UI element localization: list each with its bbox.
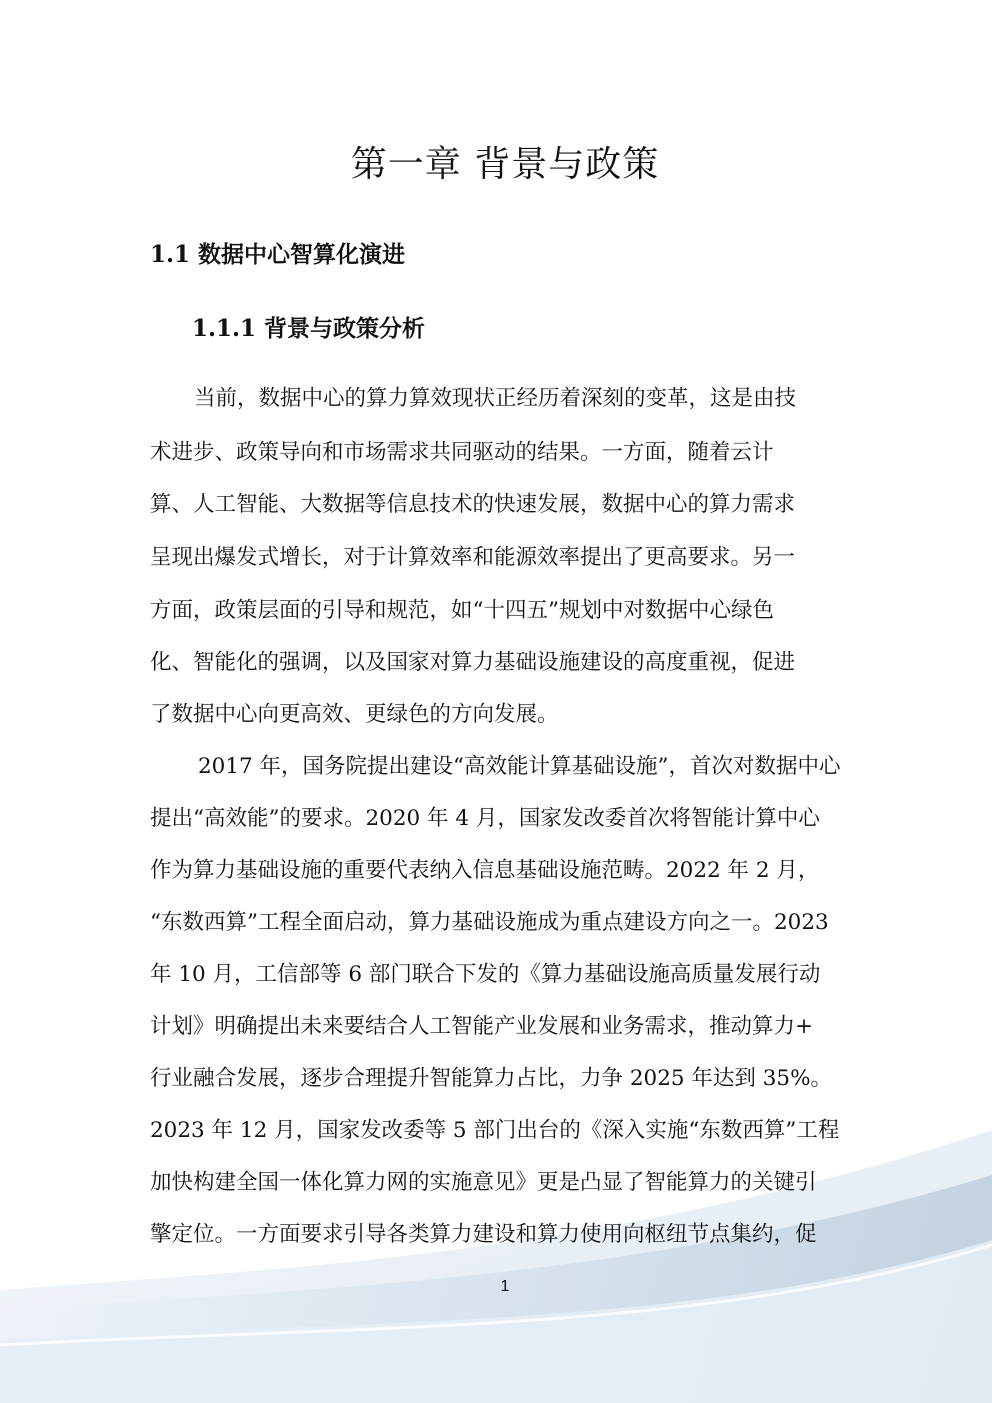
paragraph-1-line: 术进步、政策导向和市场需求共同驱动的结果。一方面，随着云计 <box>150 440 774 465</box>
chapter-title: 第一章 背景与政策 <box>350 144 660 185</box>
paragraph-2-line: 作为算力基础设施的重要代表纳入信息基础设施范畴。2022 年 2 月， <box>150 858 820 883</box>
paragraph-2-line: 年 10 月，工信部等 6 部门联合下发的《算力基础设施高质量发展行动 <box>150 962 821 987</box>
paragraph-2-line: 2017 年，国务院提出建设“高效能计算基础设施”，首次对数据中心 <box>198 754 841 779</box>
paragraph-1-line: 了数据中心向更高效、更绿色的方向发展。 <box>150 702 559 727</box>
paragraph-1-line: 算、人工智能、大数据等信息技术的快速发展，数据中心的算力需求 <box>150 492 796 517</box>
paragraph-2-line: 2023 年 12 月，国家发改委等 5 部门出台的《深入实施“东数西算”工程 <box>150 1118 840 1143</box>
paragraph-2-line: “东数西算”工程全面启动，算力基础设施成为重点建设方向之一。2023 <box>150 910 829 935</box>
paragraph-2-line: 计划》明确提出未来要结合人工智能产业发展和业务需求，推动算力+ <box>150 1014 814 1039</box>
paragraph-1-line: 方面，政策层面的引导和规范，如“十四五”规划中对数据中心绿色 <box>150 598 774 623</box>
paragraph-2-line: 行业融合发展，逐步合理提升智能算力占比，力争 2025 年达到 35%。 <box>150 1066 833 1091</box>
paragraph-1-line: 化、智能化的强调，以及国家对算力基础设施建设的高度重视，促进 <box>150 650 796 675</box>
paragraph-1-line: 呈现出爆发式增长，对于计算效率和能源效率提出了更高要求。另一 <box>150 545 796 570</box>
paragraph-1-line: 当前，数据中心的算力算效现状正经历着深刻的变革，这是由技 <box>194 386 797 411</box>
paragraph-2-line: 擎定位。一方面要求引导各类算力建设和算力使用向枢纽节点集约，促 <box>150 1222 817 1247</box>
paragraph-2-line: 加快构建全国一体化算力网的实施意见》更是凸显了智能算力的关键引 <box>150 1170 817 1195</box>
section-title: 1.1 数据中心智算化演进 <box>150 241 406 268</box>
paragraph-2-line: 提出“高效能”的要求。2020 年 4 月，国家发改委首次将智能计算中心 <box>150 806 820 831</box>
subsection-title: 1.1.1 背景与政策分析 <box>192 315 426 342</box>
page-number: 1 <box>500 1278 510 1295</box>
